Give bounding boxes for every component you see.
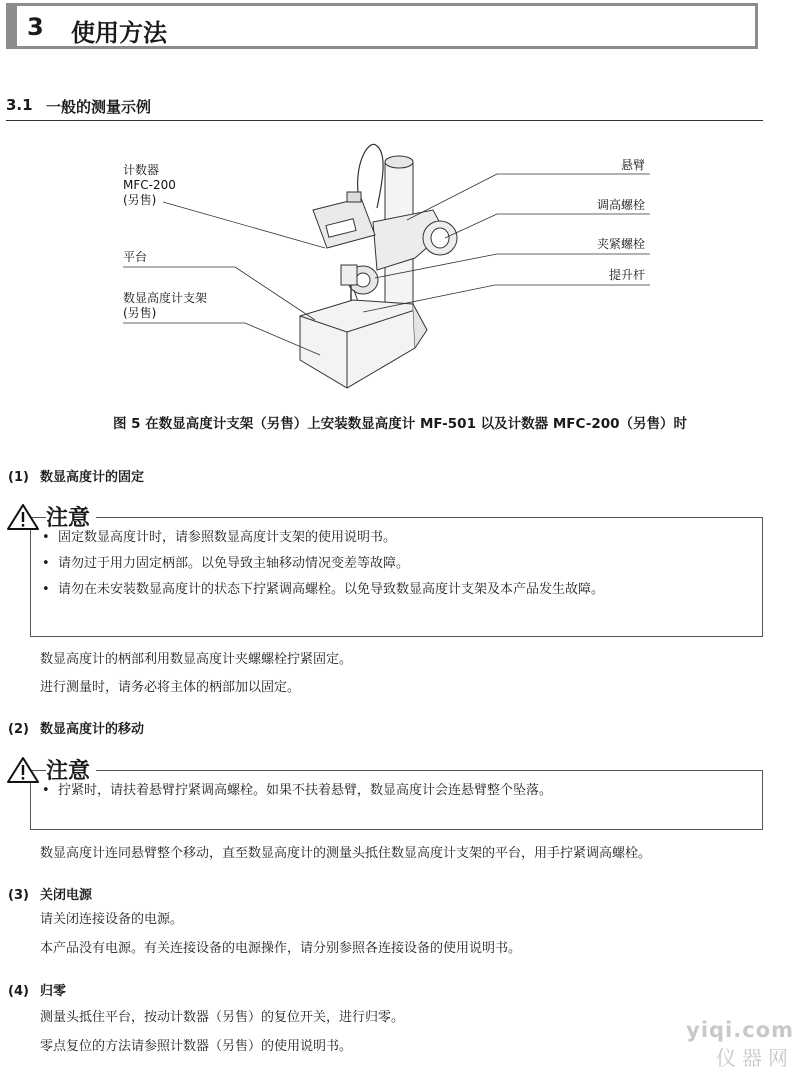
label-height-screw: 调高螺栓 bbox=[596, 198, 645, 212]
step-1-title: 数显高度计的固定 bbox=[40, 470, 145, 485]
caution-label-2: 注意 bbox=[46, 754, 96, 785]
chapter-title: 使用方法 bbox=[71, 19, 167, 47]
step-2-heading bbox=[8, 718, 144, 737]
label-stand-line2: (另售) bbox=[123, 306, 157, 320]
step-4-title: 归零 bbox=[40, 984, 67, 999]
label-lever: 提升杆 bbox=[608, 268, 645, 282]
paragraph-1-line-2: 进行测量时，请务必将主体的柄部加以固定。 bbox=[40, 680, 301, 695]
label-clamp-screw: 夹紧螺栓 bbox=[596, 237, 645, 251]
label-stand bbox=[123, 291, 207, 321]
label-counter-line3: (另售) bbox=[123, 193, 157, 207]
watermark-domain: yiqi.com bbox=[686, 1018, 794, 1042]
caution-1-item: • 固定数显高度计时，请参照数显高度计支架的使用说明书。 bbox=[42, 525, 604, 551]
caution-box-1 bbox=[6, 503, 763, 637]
section-number: 3.1 bbox=[6, 96, 33, 114]
caution-list-2 bbox=[42, 778, 552, 804]
chapter-heading bbox=[6, 3, 758, 49]
label-counter-line2: MFC-200 bbox=[123, 178, 176, 192]
label-counter bbox=[123, 163, 176, 208]
caution-list-1 bbox=[42, 525, 604, 603]
watermark-brand: 仪器网 bbox=[716, 1046, 794, 1070]
paragraph-1-line-1: 数显高度计的柄部利用数显高度计夹螺螺栓拧紧固定。 bbox=[40, 652, 353, 667]
paragraph-3-line-1: 请关闭连接设备的电源。 bbox=[40, 912, 184, 927]
step-2-number: (2) bbox=[8, 722, 29, 737]
figure-5 bbox=[115, 140, 655, 405]
paragraph-2: 数显高度计连同悬臂整个移动，直至数显高度计的测量头抵住数显高度计支架的平台，用手拧紧调高螺栓。 bbox=[40, 846, 652, 861]
step-3-title: 关闭电源 bbox=[40, 888, 93, 903]
step-2-title: 数显高度计的移动 bbox=[40, 722, 145, 737]
section-heading bbox=[6, 96, 763, 121]
watermark bbox=[686, 1018, 794, 1071]
caution-2-item: • 拧紧时，请扶着悬臂拧紧调高螺栓。如果不扶着悬臂，数显高度计会连悬臂整个坠落。 bbox=[42, 778, 552, 804]
figure-caption: 图 5 在数显高度计支架（另售）上安装数显高度计 MF-501 以及计数器 MFC-200（另售）时 bbox=[112, 416, 688, 432]
paragraph-3-line-2: 本产品没有电源。有关连接设备的电源操作，请分别参照各连接设备的使用说明书。 bbox=[40, 941, 522, 956]
warning-triangle-icon bbox=[6, 756, 40, 784]
paragraph-4-line-1: 测量头抵住平台，按动计数器（另售）的复位开关，进行归零。 bbox=[40, 1010, 405, 1025]
caution-box-2 bbox=[6, 756, 763, 832]
label-arm: 悬臂 bbox=[620, 158, 645, 172]
label-stand-line1: 数显高度计支架 bbox=[123, 291, 208, 305]
caution-1-item: • 请勿在未安装数显高度计的状态下拧紧调高螺栓。以免导致数显高度计支架及本产品发生故障。 bbox=[42, 577, 604, 603]
chapter-number: 3 bbox=[27, 13, 44, 41]
section-title: 一般的测量示例 bbox=[46, 98, 152, 116]
label-platform: 平台 bbox=[123, 250, 148, 264]
step-1-number: (1) bbox=[8, 470, 29, 485]
step-3-heading bbox=[8, 884, 92, 903]
chapter-bar bbox=[9, 6, 17, 46]
caution-label-1: 注意 bbox=[46, 501, 96, 532]
height-gauge-illustration bbox=[115, 140, 655, 405]
step-4-number: (4) bbox=[8, 984, 29, 999]
step-3-number: (3) bbox=[8, 888, 29, 903]
warning-triangle-icon bbox=[6, 503, 40, 531]
label-counter-line1: 计数器 bbox=[123, 163, 160, 177]
paragraph-4-line-2: 零点复位的方法请参照计数器（另售）的使用说明书。 bbox=[40, 1039, 353, 1054]
step-4-heading bbox=[8, 980, 66, 999]
caution-1-item: • 请勿过于用力固定柄部。以免导致主轴移动情况变差等故障。 bbox=[42, 551, 604, 577]
step-1-heading bbox=[8, 466, 144, 485]
